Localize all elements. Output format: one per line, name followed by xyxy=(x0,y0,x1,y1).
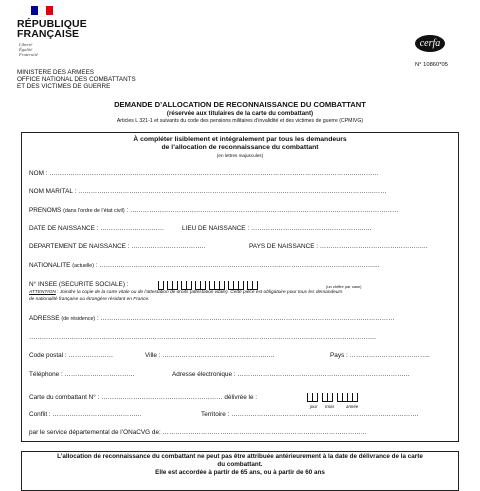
telephone-field[interactable]: Téléphone : …………………………… xyxy=(29,371,135,378)
insee-group-2[interactable] xyxy=(167,281,178,290)
departement-naissance-field[interactable]: DEPARTEMENT DE NAISSANCE : …………………………….. xyxy=(29,243,206,250)
form-intro-note: (en lettres majuscules) xyxy=(216,153,264,158)
document-subtitle: (réservée aux titulaires de la carte du combattant) xyxy=(166,110,314,117)
date-sub-mois: mois xyxy=(325,404,335,409)
adresse-field[interactable] xyxy=(29,315,395,322)
motto-egalite: Égalité xyxy=(19,47,33,52)
attention-text: : Joindre la copie de la carte vitale ou de l’attestation de droits (attestation vitale). Cette pièce est obligatoire pour tous les demandeurs xyxy=(57,290,343,295)
date-month-boxes[interactable] xyxy=(322,393,333,402)
insee-digit-boxes[interactable] xyxy=(158,281,258,290)
insee-group-4[interactable] xyxy=(195,281,206,290)
ville-field[interactable]: Ville : …………………………………………….. xyxy=(145,352,275,359)
insee-note: (un chiffre par case) xyxy=(326,284,362,289)
adresse-line2-field[interactable]: ………………………………………………………………………………………………………………………………………………. xyxy=(29,334,376,341)
carte-combattant-field[interactable]: Carte du combattant N° : ………………………………………………… délivrée le : xyxy=(29,394,258,401)
document-articles: Articles L 321-1 et suivants du code des pensions militaires d’invalidité et des victimes de guerre (CPMIVG) xyxy=(116,118,364,124)
adresse-note: (de résidence) xyxy=(61,316,96,322)
form-intro-line2: de l’allocation de reconnaissance du combattant xyxy=(161,144,319,151)
territoire-field[interactable]: Territoire : ……………………………………………………………………………. xyxy=(201,411,419,418)
prenoms-dots: : ……………………………………………………………………………………………………………… xyxy=(126,207,399,214)
notice-line1: L’allocation de reconnaissance du combattant ne peut pas être attribuée antérieurement à la date de délivrance de la carte xyxy=(57,453,423,460)
insee-group-6[interactable] xyxy=(228,281,244,290)
flag-white-stripe xyxy=(38,6,45,17)
republic-name-line2: FRANÇAISE xyxy=(17,28,80,40)
adresse-electronique-field[interactable]: Adresse électronique : ……………………………………………………………………… xyxy=(172,371,410,378)
form-number: N° 10860*05 xyxy=(415,62,448,68)
notice-line2: du combattant. xyxy=(217,461,263,468)
lieu-naissance-field[interactable]: LIEU DE NAISSANCE : ………………………………………………... xyxy=(182,225,372,232)
motto-liberte: Liberté xyxy=(19,42,33,47)
attention-note-line1 xyxy=(29,290,342,296)
nationalite-field[interactable] xyxy=(29,262,379,269)
form-intro-line1: À compléter lisiblement et intégralement par tous les demandeurs xyxy=(133,136,347,143)
ministry-line1: MINISTERE DES ARMEES xyxy=(17,69,94,76)
date-sub-annee: année xyxy=(346,404,359,409)
nationalite-dots: : …………………………………………………………………………………………………………………... xyxy=(95,262,380,269)
nom-field[interactable]: NOM : ……………………………………………………………………………………………………………………………..………… xyxy=(29,170,379,177)
prenoms-field[interactable] xyxy=(29,207,398,214)
attention-note-line2: de nationalité française ou étrangère résidant en France. xyxy=(29,297,150,302)
cerfa-logo: cerfa xyxy=(415,35,445,52)
french-flag-logo xyxy=(31,6,53,15)
date-day-boxes[interactable] xyxy=(307,393,318,402)
notice-line3: Elle est accordée à partir de 65 ans, ou à partir de 60 ans xyxy=(155,469,325,476)
nationalite-label: NATIONALITE xyxy=(29,262,71,269)
insee-group-5[interactable] xyxy=(209,281,225,290)
republic-name-line1: RÉPUBLIQUE xyxy=(17,18,87,30)
insee-group-1[interactable] xyxy=(158,281,164,290)
adresse-label: ADRESSE xyxy=(29,315,60,322)
insee-group-key[interactable] xyxy=(247,281,258,290)
prenoms-label: PRENOMS xyxy=(29,207,62,214)
ministry-line3: ET DES VICTIMES DE GUERRE xyxy=(17,83,111,90)
flag-blue-stripe xyxy=(31,6,38,15)
conflit-field[interactable]: Conflit : …………………………………… xyxy=(29,411,142,418)
nom-marital-field[interactable]: NOM MARITAL : ………………………………………………………………………………………………………………………….…… xyxy=(29,188,387,195)
ministry-line2: OFFICE NATIONAL DES COMBATTANTS xyxy=(17,76,136,83)
motto-fraternite: Fraternité xyxy=(19,52,38,57)
insee-label: N° INSEE (SECURITE SOCIALE) : xyxy=(29,281,129,288)
date-naissance-field[interactable]: DATE DE NAISSANCE : ………………………… xyxy=(29,225,165,232)
attention-word: ATTENTION xyxy=(29,290,56,295)
pays-field[interactable]: Pays : ……………………………….. xyxy=(330,352,430,359)
date-sub-jour: jour xyxy=(310,404,318,409)
insee-group-3[interactable] xyxy=(181,281,192,290)
nationalite-note: (actuelle) xyxy=(72,263,95,269)
flag-red-stripe xyxy=(46,6,53,15)
delivrance-date-boxes[interactable] xyxy=(307,393,358,402)
service-departemental-field[interactable]: par le service départemental de l’ONaCVG de: …………………………………………………………………………………… xyxy=(29,429,368,436)
date-year-boxes[interactable] xyxy=(337,393,358,402)
code-postal-field[interactable]: Code postal : ………………… xyxy=(29,352,114,359)
adresse-dots: : ………………………………………………………………………………………………………………………… xyxy=(96,315,395,322)
document-title: DEMANDE D’ALLOCATION DE RECONNAISSANCE DU COMBATTANT xyxy=(114,100,366,109)
prenoms-note: (dans l’ordre de l’état civil) xyxy=(63,208,125,214)
pays-naissance-field[interactable]: PAYS DE NAISSANCE : …………………………………………... xyxy=(249,243,428,250)
